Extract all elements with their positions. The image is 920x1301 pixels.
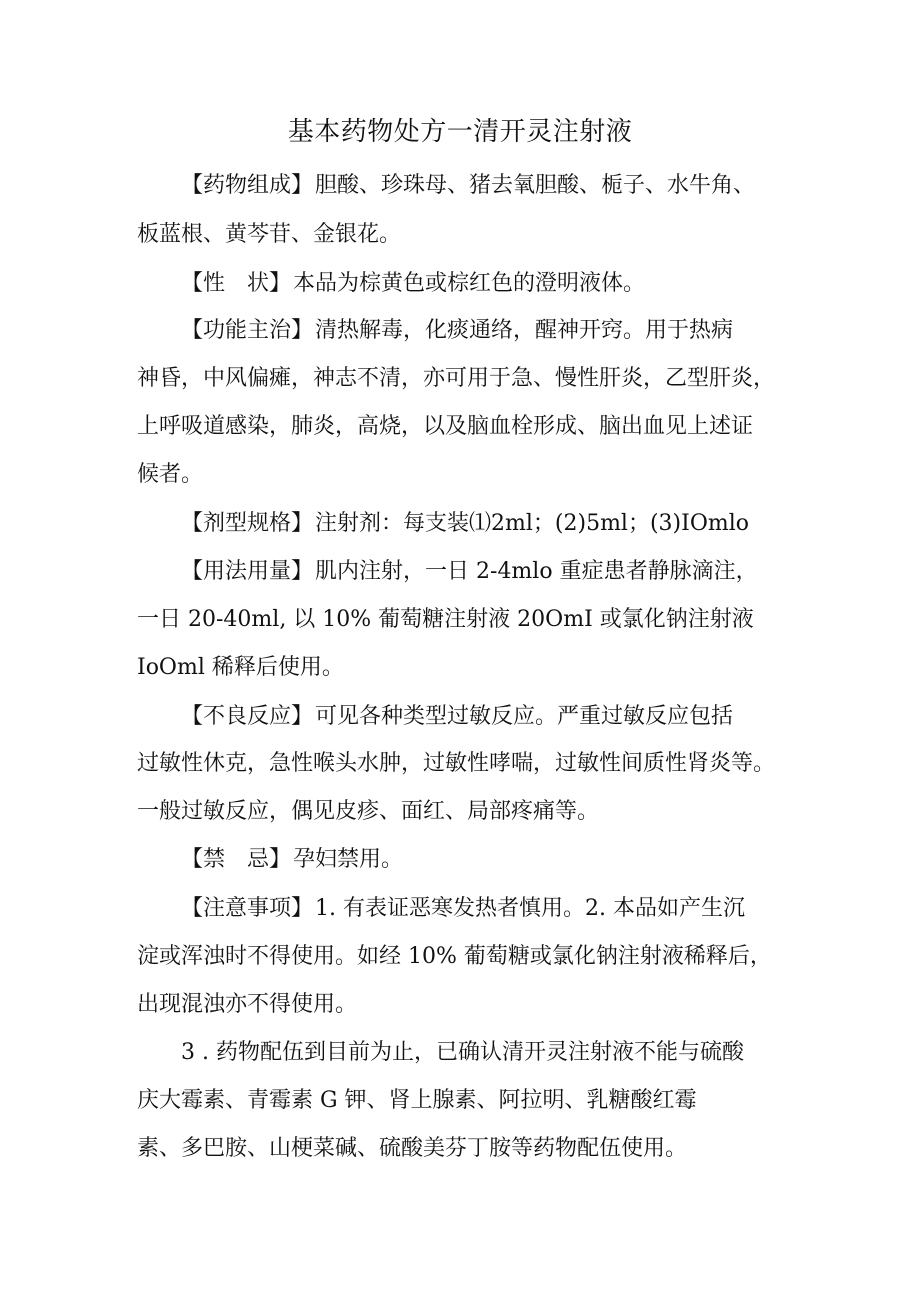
text-line [181, 268, 645, 300]
text-line [137, 941, 772, 973]
text-line [181, 1037, 744, 1069]
section-label: 【用法用量】 [181, 559, 314, 584]
section-label: 【禁 忌】 [181, 847, 292, 872]
text-line [181, 893, 745, 925]
section-text: 可见各种类型过敏反应。严重过敏反应包括 [315, 704, 734, 729]
section-text: 清热解毒，化痰通络，醒神开窍。用于热病 [315, 318, 734, 343]
text-line [137, 652, 344, 684]
text-line [137, 796, 599, 828]
section-text: 1. 有表证恶寒发热者慎用。2. 本品如产生沉 [315, 896, 745, 921]
section-label: 【性 状】 [181, 271, 292, 296]
text-line [137, 411, 753, 443]
text-line [181, 701, 733, 733]
section-text: 孕妇禁用。 [293, 847, 404, 872]
section-text: 上呼吸道感染，肺炎，高烧，以及脑血栓形成、脑出血见上述证 [137, 414, 754, 439]
section-text: 注射剂：每支装⑴2ml；(2)5ml；(3)IOmlo [315, 511, 750, 536]
section-text: 神昏，中风偏瘫，神志不清，亦可用于急、慢性肝炎，乙型肝炎， [137, 366, 776, 391]
section-text: 淀或浑浊时不得使用。如经 10% 葡萄糖或氯化钠注射液稀释后， [137, 944, 772, 969]
text-line [181, 508, 749, 540]
text-line [137, 219, 401, 251]
document-title: 基本药物处方一清开灵注射液 [287, 117, 633, 147]
section-text: 庆大霉素、青霉素 G 钾、肾上腺素、阿拉明、乳糖酸红霉 [137, 1088, 697, 1113]
text-line [137, 459, 203, 491]
section-label: 【剂型规格】 [181, 511, 314, 536]
text-line [137, 604, 754, 636]
section-label: 【注意事项】 [181, 896, 314, 921]
section-text: 肌内注射，一日 2-4mlo 重症患者静脉滴注， [315, 559, 758, 584]
section-text: 3 . 药物配伍到目前为止，已确认清开灵注射液不能与硫酸 [181, 1040, 744, 1065]
section-text: IoOml 稀释后使用。 [137, 655, 344, 680]
section-label: 【不良反应】 [181, 704, 314, 729]
section-label: 【药物组成】 [181, 173, 314, 198]
text-line [137, 989, 357, 1021]
section-text: 出现混浊亦不得使用。 [137, 992, 358, 1017]
section-text: 素、多巴胺、山梗菜碱、硫酸美芬丁胺等药物配伍使用。 [137, 1136, 688, 1161]
text-line [137, 1133, 687, 1165]
section-text: 板蓝根、黄芩苷、金银花。 [137, 222, 402, 247]
text-line [137, 363, 775, 395]
text-line [181, 844, 403, 876]
section-label: 【功能主治】 [181, 318, 314, 343]
text-line [181, 556, 758, 588]
section-text: 本品为棕黄色或棕红色的澄明液体。 [293, 271, 646, 296]
text-line [181, 170, 755, 202]
text-line [181, 315, 733, 347]
section-text: 一般过敏反应，偶见皮疹、面红、局部疼痛等。 [137, 799, 600, 824]
text-line [137, 748, 775, 780]
text-line [137, 1085, 697, 1117]
section-text: 候者。 [137, 462, 204, 487]
section-text: 过敏性休克，急性喉头水肿，过敏性哮喘，过敏性间质性肾炎等。 [137, 751, 776, 776]
section-text: 一日 20-40ml, 以 10% 葡萄糖注射液 20OmI 或氯化钠注射液 [137, 607, 754, 632]
section-text: 胆酸、珍珠母、猪去氧胆酸、栀子、水牛角、 [315, 173, 756, 198]
